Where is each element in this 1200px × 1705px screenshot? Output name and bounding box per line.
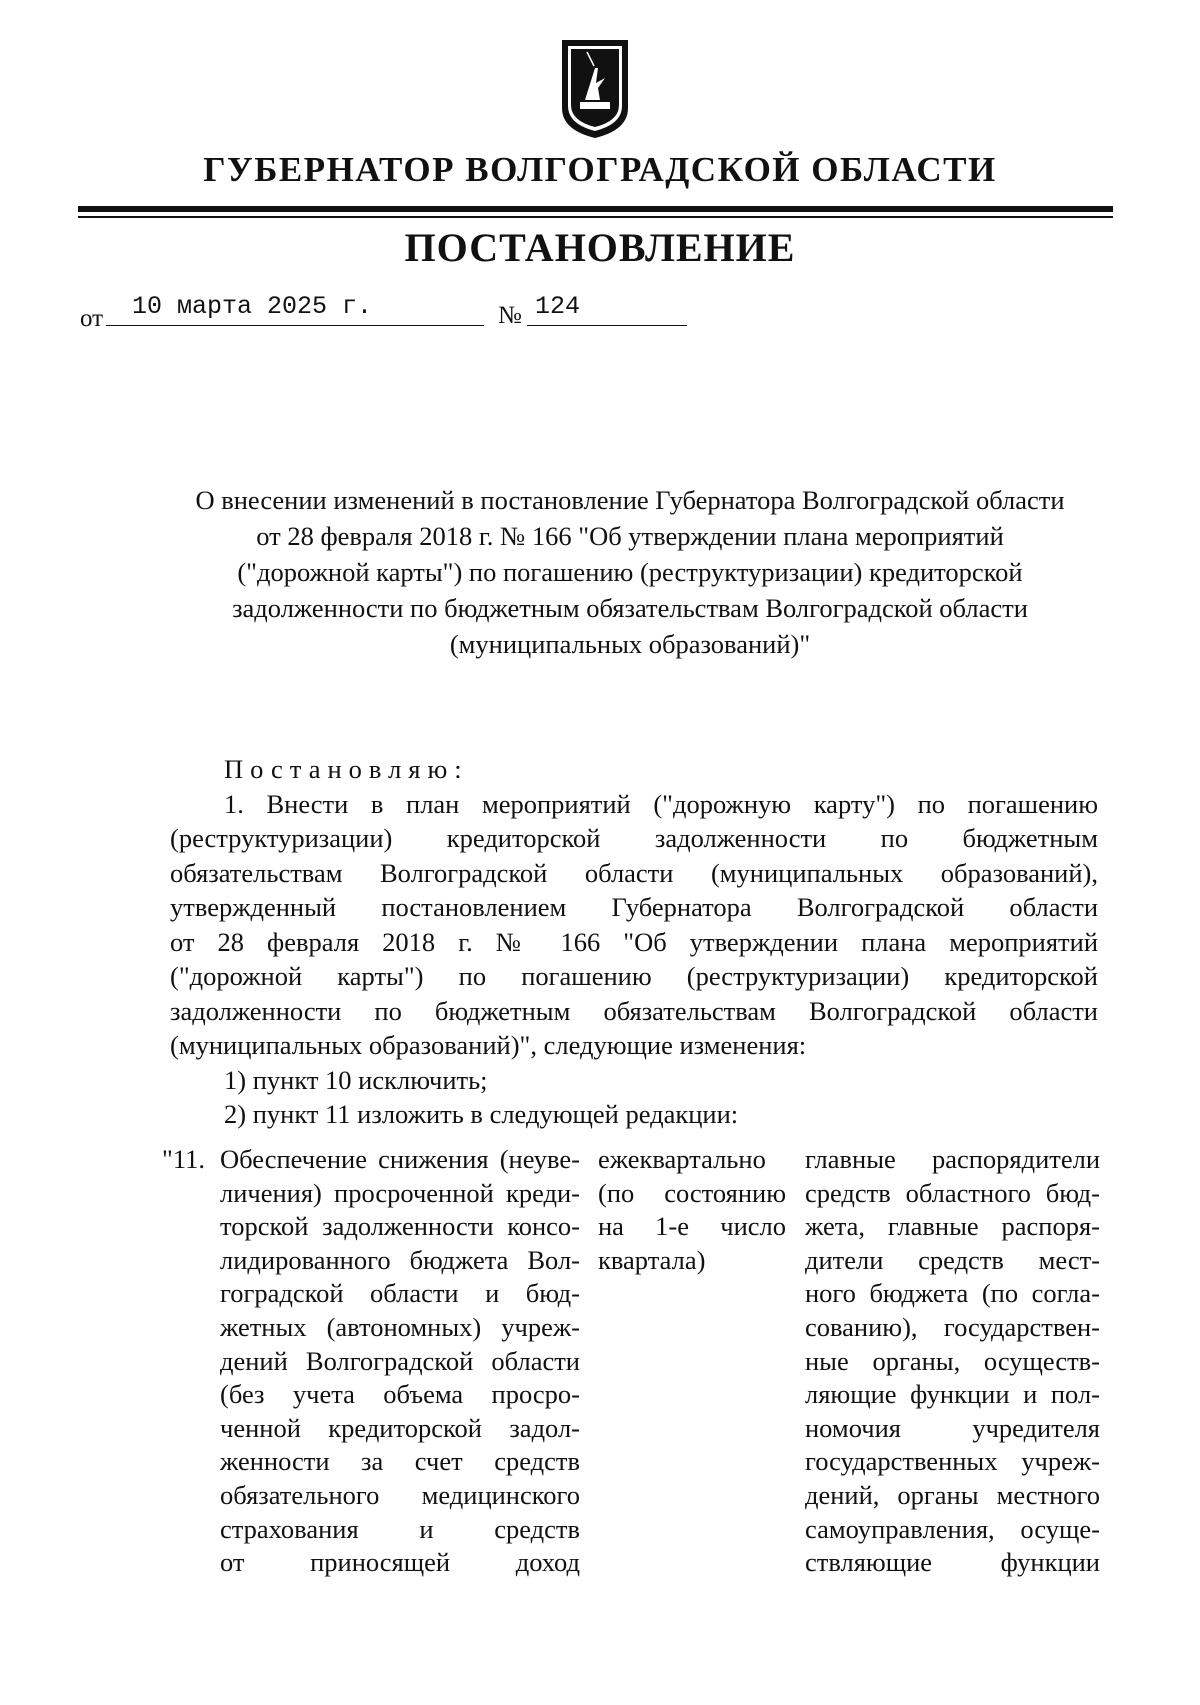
cell-line: ляющие функции и пол-: [805, 1379, 1100, 1410]
subject-line: задолженности по бюджетным обязательствам Волгоградской области: [232, 593, 1028, 623]
amendment-item: 1) пункт 10 исключить;: [224, 1064, 488, 1095]
cell-line: страхования и средств: [220, 1513, 580, 1544]
number-prefix-label: №: [498, 302, 522, 329]
cell-line: дений Волгоградской области: [220, 1345, 580, 1376]
body-line: задолженности по бюджетным обязательствам Волгоградской области: [170, 995, 1098, 1026]
amendment-item: 2) пункт 11 изложить в следующей редакции:: [224, 1099, 739, 1129]
body-line: ("дорожной карты") по погашению (реструктуризации) кредиторской: [170, 961, 1098, 991]
cell-line: государственных учреж-: [805, 1446, 1100, 1477]
cell-line: на 1-е число: [598, 1211, 786, 1242]
table-cell-responsible: [805, 1143, 1100, 1580]
header-divider-thin: [78, 216, 1113, 218]
header-divider-thick: [78, 206, 1113, 212]
cell-line: ежеквартально: [598, 1144, 766, 1174]
cell-line: номочия учредителя: [805, 1412, 1100, 1443]
cell-line: главные распорядители: [805, 1144, 1100, 1174]
cell-line: ного бюджета (по согла-: [805, 1278, 1100, 1309]
table-cell-term: [598, 1143, 786, 1277]
coat-of-arms-icon: [560, 38, 630, 140]
date-underline: [106, 325, 484, 326]
subject-line: О внесении изменений в постановление Губернатора Волгоградской области: [195, 485, 1065, 515]
cell-line: сованию), государствен-: [805, 1311, 1100, 1342]
body-line: от 28 февраля 2018 г. № 166 "Об утверждении плана мероприятий: [170, 926, 1098, 957]
cell-line: от приносящей доход: [220, 1547, 580, 1578]
subject-line: от 28 февраля 2018 г. № 166 "Об утверждении плана мероприятий: [256, 521, 1004, 551]
document-type-heading: ПОСТАНОВЛЕНИЕ: [404, 225, 796, 270]
body-line: (реструктуризации) кредиторской задолженности по бюджетным: [170, 823, 1098, 853]
body-line: (муниципальных образований)", следующие изменения:: [170, 1030, 807, 1060]
subject-line: (муниципальных образований)": [449, 629, 811, 659]
cell-line: средств областного бюд-: [805, 1177, 1100, 1208]
body-line: обязательствам Волгоградской области (муниципальных образований),: [170, 857, 1098, 888]
cell-line: обязательного медицинского: [220, 1479, 580, 1510]
cell-line: торской задолженности консо-: [220, 1211, 580, 1242]
date-prefix-label: от: [80, 305, 104, 332]
cell-line: (без учета объема просро-: [220, 1379, 580, 1410]
table-item-number: "11.: [162, 1144, 205, 1174]
cell-line: (по состоянию: [598, 1177, 786, 1208]
cell-line: ствляющие функции: [805, 1547, 1100, 1578]
cell-line: личения) просроченной креди-: [220, 1177, 580, 1208]
subject-line: ("дорожной карты") по погашению (реструктуризации) кредиторской: [237, 557, 1023, 587]
body-line: 1. Внести в план мероприятий ("дорожную карту") по погашению: [224, 788, 1098, 819]
cell-line: самоуправления, осуще-: [805, 1513, 1100, 1544]
document-body: [170, 752, 1098, 1132]
cell-line: гоградской области и бюд-: [220, 1278, 580, 1309]
decree-word: Постановляю:: [224, 754, 469, 784]
number-underline: [527, 325, 687, 326]
cell-line: Обеспечение снижения (неуве-: [220, 1144, 580, 1174]
document-number: 124: [535, 292, 581, 321]
body-line: утвержденный постановлением Губернатора Волгоградской области: [170, 892, 1098, 922]
organization-title: ГУБЕРНАТОР ВОЛГОГРАДСКОЙ ОБЛАСТИ: [203, 150, 997, 189]
cell-line: квартала): [598, 1244, 706, 1275]
document-date: 10 марта 2025 г.: [132, 292, 373, 321]
table-cell-activity: [220, 1143, 580, 1580]
cell-line: жетных (автономных) учреж-: [220, 1311, 580, 1342]
cell-line: жета, главные распоря-: [805, 1211, 1100, 1242]
cell-line: дений, органы местного: [805, 1479, 1100, 1510]
cell-line: дители средств мест-: [805, 1244, 1100, 1275]
document-subject: [150, 482, 1110, 662]
cell-line: ные органы, осуществ-: [805, 1345, 1100, 1376]
cell-line: лидированного бюджета Вол-: [220, 1244, 580, 1275]
cell-line: женности за счет средств: [220, 1446, 580, 1477]
cell-line: ченной кредиторской задол-: [220, 1412, 580, 1443]
